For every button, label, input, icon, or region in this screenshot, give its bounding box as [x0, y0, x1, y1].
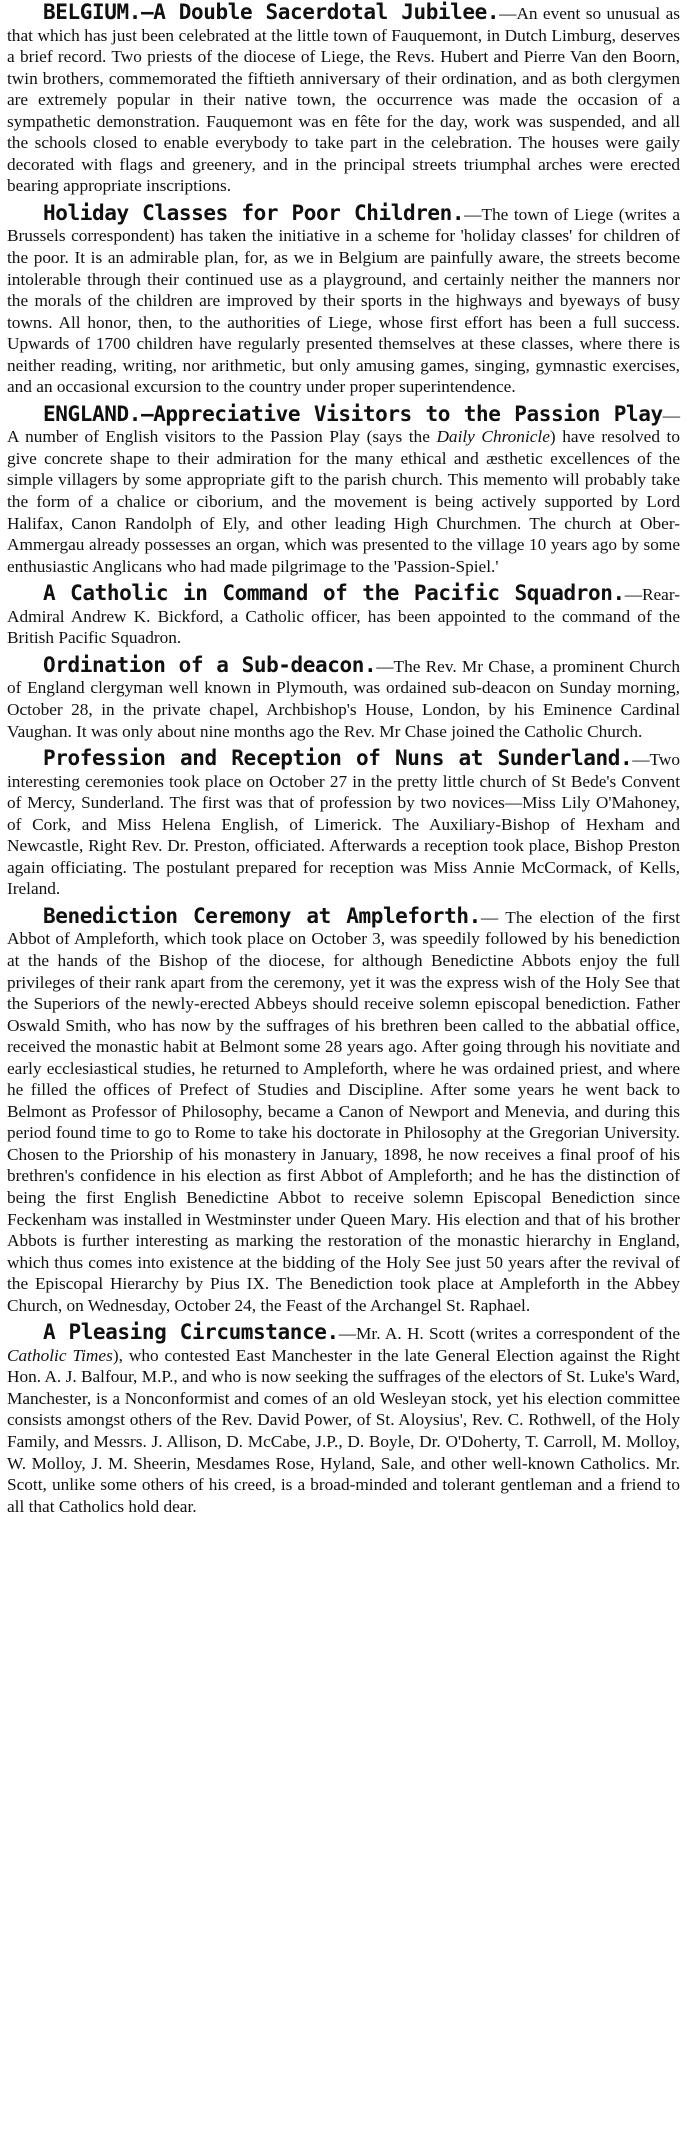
- newspaper-title: Catholic Times: [7, 1345, 113, 1365]
- article-body: —An event so unusual as that which has just been celebrated at the little town of Fauquemont, in Dutch Limburg, deserves a brief record. Two priests of the diocese of Liege, the Revs. Hubert and Pierre Van den Boorn, twin brothers, commemorated the fiftieth anniversary of their ordination, and as both clergymen are extremely popular in their native town, the occurrence was made the occasion of a sympathetic demonstration. Fauquemont was en fête for the day, work was suspended, and all the schools closed to enable everybody to take part in the celebration. The houses were gaily decorated with flags and greenery, and in the principal streets triumphal arches were erected bearing appropriate inscriptions.: [7, 4, 680, 196]
- article-body: —Two interesting ceremonies took place on October 27 in the pretty little church of St Bede's Convent of Mercy, Sunderland. The first was that of profession by two novices—Miss Lily O'Mahoney, of Cork, and Miss Helena English, of Limerick. The Auxiliary-Bishop of Hexham and Newcastle, Right Rev. Dr. Preston, officiated. Afterwards a reception took place, Bishop Preston again officiating. The postulant prepared for reception was Miss Annie McCormack, of Kells, Ireland.: [7, 750, 680, 899]
- article-headline: Profession and Reception of Nuns at Sunderland.: [43, 746, 633, 771]
- article-body: —The Rev. Mr Chase, a prominent Church of England clergyman well known in Plymouth, was ordained sub-deacon on Sunday morning, October 28, in the private chapel, Archbishop's House, London, by his Eminence Cardinal Vaughan. It was only about nine months ago the Rev. Mr Chase joined the Catholic Church.: [7, 656, 680, 741]
- article-paragraph: [7, 903, 680, 1316]
- article-headline: Holiday Classes for Poor Children.: [43, 200, 465, 225]
- article-body-start: —Mr. A. H. Scott (writes a correspondent of the: [338, 1324, 680, 1344]
- article-ampleforth: [7, 903, 680, 1316]
- article-pacific-squadron: [7, 583, 680, 649]
- article-paragraph: [7, 1322, 680, 1517]
- article-paragraph: [7, 200, 680, 398]
- article-body: —Rear-Admiral Andrew K. Bickford, a Catholic officer, has been appointed to the command of the British Pacific Squadron.: [7, 585, 680, 648]
- article-headline: A Pleasing Circumstance.: [43, 1320, 339, 1345]
- article-nuns-sunderland: [7, 748, 680, 900]
- article-headline: ENGLAND.—Appreciative Visitors to the Passion Play: [43, 401, 663, 426]
- article-headline: Ordination of a Sub-deacon.: [43, 652, 377, 677]
- article-headline: Benediction Ceremony at Ampleforth.: [43, 903, 481, 928]
- article-england-passion-play: [7, 401, 680, 577]
- article-paragraph: [7, 583, 680, 649]
- article-pleasing-circumstance: [7, 1322, 680, 1517]
- article-body: —The town of Liege (writes a Brussels correspondent) has taken the initiative in a scheme for 'holiday classes' for children of the poor. It is an admirable plan, for, as we in Belgium are painfully aware, the streets become intolerable through their continued use as a playground, and certainly neither the manners nor the morals of the children are improved by their sports in the highways and byeways of busy towns. All honor, then, to the authorities of Liege, whose first effort has been a full success. Upwards of 1700 children have regularly presented themselves at these classes, where there is neither reading, writing, nor arithmetic, but only amusing games, singing, gymnastic exercises, and an occasional excursion to the country under proper superintendence.: [7, 204, 680, 397]
- article-body-start: —A number of English visitors to the Passion Play (says the: [7, 405, 680, 447]
- article-paragraph: [7, 401, 680, 577]
- article-holiday-classes: [7, 200, 680, 398]
- article-belgium: [7, 2, 680, 197]
- newspaper-title: Daily Chronicle: [436, 427, 550, 447]
- article-body-end: ), who contested East Manchester in the late General Election against the Right Hon. A. J. Balfour, M.P., and who is now seeking the suffrages of the electors of St. Luke's Ward, Manchester, is a Nonconformist and comes of an old Wesleyan stock, yet his election committee consists amongst others of the Rev. David Power, of St. Aloysius', Rev. C. Rothwell, of the Holy Family, and Messrs. J. Allison, D. McCabe, J.P., D. Boyle, Dr. O'Doherty, T. Carroll, M. Molloy, W. Molloy, J. M. Sheerin, Mesdames Rose, Hyland, Sale, and other well-known Catholics. Mr. Scott, unlike some others of his creed, is a broad-minded and tolerant gentleman and a friend to all that Catholics hold dear.: [7, 1345, 680, 1516]
- article-sub-deacon: [7, 652, 680, 742]
- article-body: — The election of the first Abbot of Ampleforth, which took place on October 3, was speedily followed by his benediction at the hands of the Bishop of the diocese, for although Benedictine Abbots enjoy the full privileges of their rank apart from the ceremony, yet it was the express wish of the Holy See that the Superiors of the newly-erected Abbeys should receive solemn episcopal benediction. Father Oswald Smith, who has now by the suffrages of his brethren been called to the abbatial office, received the monastic habit at Belmont some 28 years ago. After going through his novitiate and early ecclesiastical studies, he returned to Ampleforth, where he was ordained priest, and where he filled the offices of Prefect of Studies and Discipline. After some years he went back to Belmont as Professor of Philosophy, became a Canon of Newport and Menevia, and during this period found time to go to Rome to take his doctorate in Philosophy at the Gregorian University. Chosen to the Priorship of his monastery in January, 1898, he now receives a final proof of his brethren's confidence in his election as first Abbot of Ampleforth; and he has the distinction of being the first English Benedictine Abbot to receive solemn Episcopal Benediction since Feckenham was installed in Westminster under Queen Mary. His election and that of his brother Abbots is further interesting as marking the restoration of the monastic hierarchy in England, which thus comes into existence at the bidding of the Holy See just 50 years after the revival of the Episcopal Hierarchy by Pius IX. The Benediction took place at Ampleforth in the Abbey Church, on Wednesday, October 24, the Feast of the Archangel St. Raphael.: [7, 907, 680, 1315]
- article-body-end: ) have resolved to give concrete shape to their admiration for the many ethical and æsthetic excellences of the simple villagers by some appropriate gift to the parish church. This memento will probably take the form of a chalice or ciborium, and the movement is being actively supported by Lord Halifax, Canon Randolph of Ely, and other leading High Churchmen. The church at Ober-Ammergau already possesses an organ, which was presented to the village 10 years ago by some enthusiastic Anglicans who had made pilgrimage to the 'Passion-Spiel.': [7, 427, 680, 576]
- article-paragraph: [7, 2, 680, 197]
- article-headline: BELGIUM.—A Double Sacerdotal Jubilee.: [43, 0, 500, 24]
- article-paragraph: [7, 748, 680, 900]
- article-headline: A Catholic in Command of the Pacific Squadron.: [43, 581, 625, 606]
- article-paragraph: [7, 652, 680, 742]
